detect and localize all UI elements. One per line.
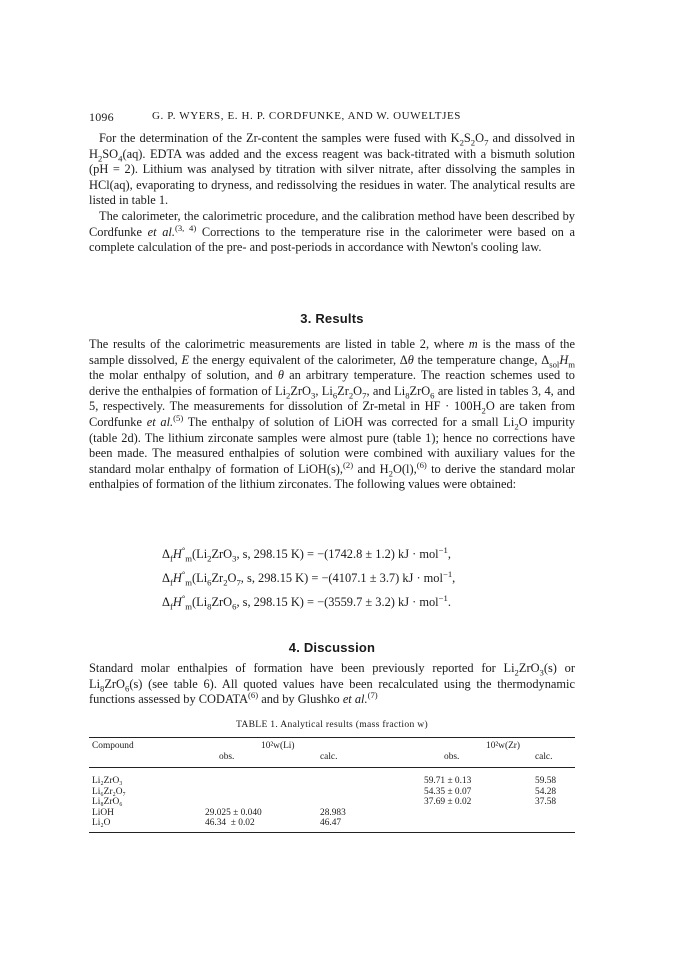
subheader-zr-obs: obs. <box>444 752 460 762</box>
section-heading-discussion: 4. Discussion <box>288 640 376 655</box>
running-head-authors: G. P. WYERS, E. H. P. CORDFUNKE, AND W. OUWELTJES <box>152 110 462 122</box>
column-zr-calc <box>535 776 556 829</box>
table-cell-li-calc: 46.47 <box>320 818 342 829</box>
section-heading-results: 3. Results <box>300 311 364 326</box>
table-cell-zr-obs <box>424 808 471 819</box>
table-cell-zr-obs: 59.71 ± 0.13 <box>424 776 472 786</box>
table-caption: TABLE 1. Analytical results (mass fraction w) <box>235 719 429 730</box>
table-cell-zr-obs: 54.35 ± 0.07 <box>424 786 472 797</box>
table-cell-zr-calc <box>535 818 556 829</box>
paragraph-discussion: Standard molar enthalpies of formation have been previously reported for $Li_2ZrO_3(s)$ or $Li_8ZrO_6(s)$ (see table 6). All quoted values have been recalculated using the thermodynamic functions assessed by CODATA$^{(6)}$ and by Glushko et al.$^{(7)}$ <box>89 661 575 707</box>
table-cell-compound: Li₆Zr₂O₇ <box>92 786 126 797</box>
table-cell-li-obs: 46.34 ± 0.02 <box>205 818 255 829</box>
table-cell-zr-calc: 59.58 <box>535 776 557 786</box>
table-cell-li-obs: 29.025 ± 0.040 <box>205 807 262 818</box>
table-cell-zr-calc: 37.58 <box>535 797 557 808</box>
table-cell-zr-calc <box>535 808 556 819</box>
column-zr-obs <box>424 776 471 829</box>
table-cell-li-obs <box>205 797 262 808</box>
table-cell-compound: LiOH <box>92 807 114 818</box>
table-cell-compound: Li₂O <box>92 818 111 829</box>
table-bottom-rule <box>89 832 575 833</box>
table-cell-li-obs <box>205 776 262 787</box>
table-cell-li-calc <box>320 797 346 808</box>
equation-li8zro6: $\Delta_fH^\circ_m(Li_8ZrO_6$, s, 298.15 K) = −(3559.7 ± 3.2) kJ · mol$^{-1}$. <box>162 592 451 612</box>
subheader-zr-calc: calc. <box>535 752 553 762</box>
equation-li2zro3: $\Delta_fH^\circ_m(Li_2ZrO_3$, s, 298.15 K) = −(1742.8 ± 1.2) kJ · mol$^{-1}$, <box>162 544 451 564</box>
table-cell-li-calc: 28.983 <box>320 807 346 818</box>
table-cell-zr-calc: 54.28 <box>535 786 557 797</box>
table-cell-li-calc <box>320 776 346 787</box>
col-header-zr: 10²w(Zr) <box>486 741 521 751</box>
paragraph-results: The results of the calorimetric measurements are listed in table 2, where m is the mass of the sample dissolved, E the energy equivalent of the calorimeter, Δθ the temperature change, $\Delta_{sol}H_m$ the molar enthalpy of solution, and θ an arbitrary temperature. The reaction schemes used to derive the enthalpies of formation of $Li_2ZrO_3$, $Li_6Zr_2O_7$, and $Li_8ZrO_6$ are listed in tables 3, 4, and 5, respectively. The measurements for dissolution of Zr-metal in HF · $100H_2O$ are taken from Cordfunke et al.$^{(5)}$ The enthalpy of solution of LiOH was corrected for a small $Li_2O$ impurity (table 2d). The lithium zirconate samples were almost pure (table 1); hence no corrections have been made. The measured enthalpies of solution were combined with auxiliary values for the standard molar enthalpy of formation of LiOH(s),$^{(2)}$ and $H_2O(l),^{(6)}$ to derive the standard molar enthalpies of formation of the lithium zirconates. The following values were obtained: <box>89 337 576 492</box>
column-li-obs <box>205 776 262 829</box>
table-header-rule <box>89 767 575 768</box>
equation-li6zr2o7: $\Delta_fH^\circ_m(Li_6Zr_2O_7$, s, 298.15 K) = −(4107.1 ± 3.7) kJ · mol$^{-1}$, <box>162 568 456 588</box>
paragraph-calorimeter: The calorimeter, the calorimetric procedure, and the calibration method have been described by Cordfunke et al.$^{(3, 4)}$ Corrections to the temperature rise in the calorimeter were based on a complete calculation of the pre- and post-periods in accordance with Newton's cooling law. <box>89 209 575 255</box>
col-header-li: 10²w(Li) <box>261 741 295 751</box>
subheader-li-obs: obs. <box>219 752 235 762</box>
paragraph-zr-determination: For the determination of the Zr-content the samples were fused with $K_2S_2O_7$ and dissolved in $H_2SO_4(aq)$. EDTA was added and the excess reagent was back-titrated with a bismuth solution (pH = 2). Lithium was analysed by titration with silver nitrate, after dissolving the samples in HCl(aq), evaporating to dryness, and redissolving the residues in water. The analytical results are listed in table 1. <box>89 131 576 208</box>
column-li-calc <box>320 776 346 829</box>
col-header-compound: Compound <box>92 741 134 751</box>
page-number: 1096 <box>89 110 114 124</box>
subheader-li-calc: calc. <box>320 752 338 762</box>
table-cell-zr-obs <box>424 818 471 829</box>
table-cell-zr-obs: 37.69 ± 0.02 <box>424 797 472 808</box>
table-cell-compound: Li₈ZrO₆ <box>92 797 123 808</box>
table-cell-li-obs <box>205 787 262 798</box>
column-compound <box>92 776 126 829</box>
table-cell-compound: Li₂ZrO₃ <box>92 776 123 786</box>
table-cell-li-calc <box>320 787 346 798</box>
table-top-rule <box>89 737 575 738</box>
